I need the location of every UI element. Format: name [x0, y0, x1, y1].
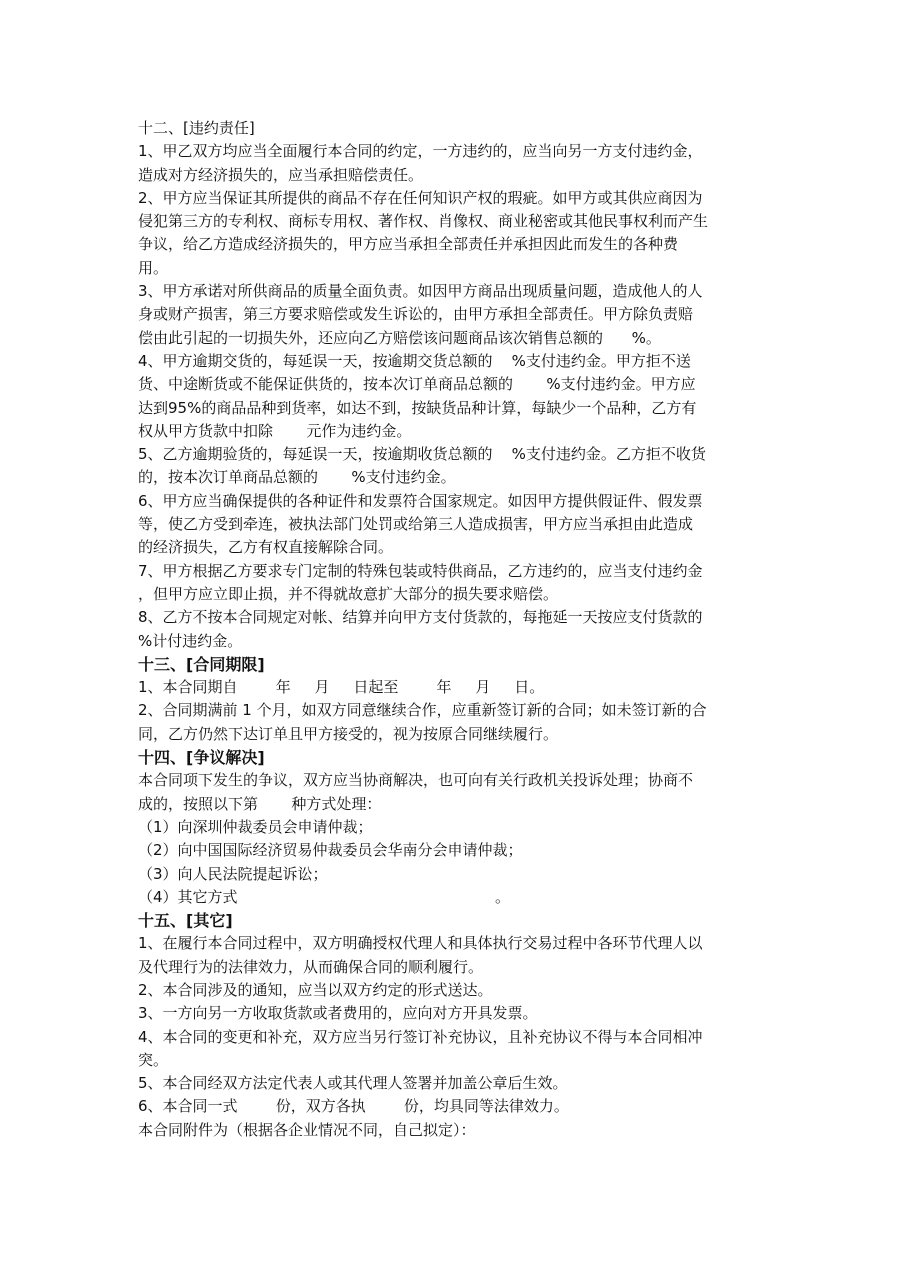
paragraph-line: 的经济损失，乙方有权直接解除合同。 — [138, 538, 394, 557]
paragraph-line: 及代理行为的法律效力，从而确保合同的顺利履行。 — [138, 957, 484, 976]
paragraph-line: 6、甲方应当确保提供的各种证件和发票符合国家规定。如因甲方提供假证件、假发票 — [138, 491, 703, 510]
paragraph-line: 成的，按照以下第 种方式处理： — [138, 794, 382, 813]
paragraph-line: 3、一方向另一方收取货款或者费用的，应向对方开具发票。 — [138, 1004, 538, 1023]
paragraph-line: 本合同附件为（根据各企业情况不同，自己拟定）： — [138, 1120, 476, 1139]
document-page — [138, 117, 778, 1142]
paragraph-line: （4）其它方式 。 — [138, 887, 511, 906]
paragraph-line: 用。 — [138, 258, 169, 277]
section-heading: 十二、[违约责任] — [138, 119, 255, 137]
paragraph-line: 4、甲方逾期交货的，每延误一天，按逾期交货总额的 %支付违约金。甲方拒不送 — [138, 351, 691, 370]
section-heading: 十四、[争议解决] — [138, 748, 265, 768]
paragraph-line: 5、乙方逾期验货的，每延误一天，按逾期收货总额的 %支付违约金。乙方拒不收货 — [138, 445, 706, 464]
paragraph-line: 本合同项下发生的争议，双方应当协商解决，也可向有关行政机关投诉处理；协商不 — [138, 771, 694, 790]
paragraph-line: 突。 — [138, 1050, 169, 1069]
paragraph-line: 4、本合同的变更和补充，双方应当另行签订补充协议，且补充协议不得与本合同相冲 — [138, 1027, 703, 1046]
paragraph-line: 8、乙方不按本合同规定对帐、结算并向甲方支付货款的，每拖延一天按应支付货款的 — [138, 608, 703, 627]
paragraph-line: 造成对方经济损失的，应当承担赔偿责任。 — [138, 165, 424, 184]
paragraph-line: ，但甲方应立即止损，并不得就故意扩大部分的损失要求赔偿。 — [138, 584, 559, 603]
paragraph-line: 同，乙方仍然下达订单且甲方接受的，视为按原合同继续履行。 — [138, 724, 559, 743]
paragraph-line: 1、在履行本合同过程中，双方明确授权代理人和具体执行交易过程中各环节代理人以 — [138, 934, 703, 953]
paragraph-line: 的，按本次订单商品总额的 %支付违约金。 — [138, 468, 456, 487]
paragraph-line: 权从甲方货款中扣除 元作为违约金。 — [138, 421, 412, 440]
paragraph-line: 2、甲方应当保证其所提供的商品不存在任何知识产权的瑕疵。如甲方或其供应商因为 — [138, 188, 703, 207]
paragraph-line: 货、中途断货或不能保证供货的，按本次订单商品总额的 %支付违约金。甲方应 — [138, 375, 696, 394]
paragraph-line: 等，使乙方受到牵连，被执法部门处罚或给第三人造成损害，甲方应当承担由此造成 — [138, 515, 694, 534]
section-heading: 十五、[其它] — [138, 911, 233, 931]
paragraph-line: 5、本合同经双方法定代表人或其代理人签署并加盖公章后生效。 — [138, 1074, 568, 1093]
paragraph-line: 1、本合同期自 年 月 日起至 年 月 日。 — [138, 678, 545, 697]
paragraph-line: 达到95%的商品品种到货率，如达不到，按缺货品种计算，每缺少一个品种，乙方有 — [138, 398, 697, 417]
paragraph-line: 侵犯第三方的专利权、商标专用权、著作权、肖像权、商业秘密或其他民事权利而产生 — [138, 212, 709, 231]
paragraph-line: 争议，给乙方造成经济损失的，甲方应当承担全部责任并承担因此而发生的各种费 — [138, 235, 679, 254]
paragraph-line: 2、本合同涉及的通知，应当以双方约定的形式送达。 — [138, 980, 493, 999]
paragraph-line: %计付违约金。 — [138, 631, 243, 650]
section-heading: 十三、[合同期限] — [138, 654, 265, 674]
paragraph-line: （2）向中国国际经济贸易仲裁委员会华南分会申请仲裁； — [138, 841, 523, 860]
paragraph-line: 3、甲方承诺对所供商品的质量全面负责。如因甲方商品出现质量问题，造成他人的人 — [138, 282, 703, 301]
paragraph-line: 6、本合同一式 份，双方各执 份，均具同等法律效力。 — [138, 1097, 569, 1116]
paragraph-line: 7、甲方根据乙方要求专门定制的特殊包装或特供商品，乙方违约的，应当支付违约金 — [138, 561, 703, 580]
paragraph-line: 1、甲乙双方均应当全面履行本合同的约定，一方违约的，应当向另一方支付违约金， — [138, 142, 703, 161]
paragraph-line: 身或财产损害，第三方要求赔偿或发生诉讼的，由甲方承担全部责任。甲方除负责赔 — [138, 305, 694, 324]
paragraph-line: （3）向人民法院提起诉讼； — [138, 864, 328, 883]
paragraph-line: 偿由此引起的一切损失外，还应向乙方赔偿该问题商品该次销售总额的 %。 — [138, 328, 661, 347]
paragraph-line: 2、合同期满前 1 个月，如双方同意继续合作，应重新签订新的合同；如未签订新的合 — [138, 701, 707, 720]
paragraph-line: （1）向深圳仲裁委员会申请仲裁； — [138, 817, 373, 836]
